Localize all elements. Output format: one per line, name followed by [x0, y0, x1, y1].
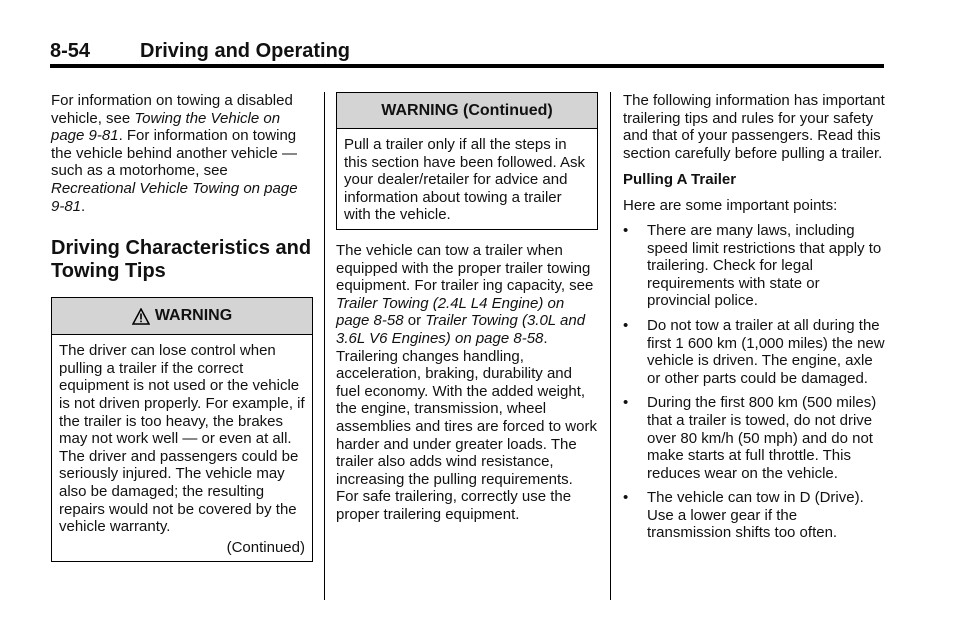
bullet-icon: • — [623, 394, 629, 412]
subheading: Pulling A Trailer — [623, 171, 737, 189]
column-3 — [623, 92, 885, 549]
warning-header — [52, 298, 312, 335]
column-2 — [336, 92, 598, 523]
warning-body — [52, 335, 312, 561]
list-item: • During the first 800 km (500 miles) that a trailer is towed, do not drive over 80 km/h (50 mph) and do not make starts at full throttle. This reduces wear on the vehicle. — [623, 394, 877, 482]
page-header — [50, 38, 884, 68]
body-paragraph: The vehicle can tow a trailer when equipped with the proper trailer towing equipment. For trailer ing capacity, see Trailer Towing (2.4L L4 Engine) on page 8-58 or Trailer Towing (3.0L and 3.6L V6 Engines) on page 8-58. Trailering changes handling, acceleration, braking, durability and fuel economy. With the added weight, the engine, transmission, wheel assemblies and tires are forced to work harder and under greater loads. The trailer also adds wind resistance, increasing the pulling requirements. For safe trailering, correctly use the proper trailering equipment. — [336, 241, 597, 523]
warning-box — [51, 297, 313, 562]
intro-paragraph: The following information has important trailering tips and rules for your safety and that of your passengers. Read this section carefully before pulling a trailer. — [623, 92, 885, 162]
list-item: • The vehicle can tow in D (Drive). Use a lower gear if the transmission shifts too often. — [623, 489, 864, 542]
list-item: • Do not tow a trailer at all during the first 1 600 km (1,000 miles) the new vehicle is driven. The engine, axle or other parts could be damaged. — [623, 316, 885, 387]
section-title: Driving and Operating — [140, 40, 351, 62]
cross-reference: Trailer Towing (2.4L L4 Engine) on page 8-58 — [336, 294, 565, 330]
warning-label: WARNING (Continued) — [381, 101, 553, 119]
warning-label: WARNING — [154, 307, 233, 325]
warning-box-continued — [336, 92, 598, 230]
bullet-icon: • — [623, 221, 629, 239]
list-item: • There are many laws, including speed limit restrictions that apply to trailering. Check for legal requirements with state or provincial police. — [623, 221, 882, 310]
page-number: 8-54 — [50, 40, 91, 62]
section-heading: Driving Characteristics and Towing Tips — [51, 237, 312, 283]
column-divider — [610, 92, 611, 600]
intro-paragraph: For information on towing a disabled vehicle, see Towing the Vehicle on page 9-81. For information on towing the vehicle behind another vehicle — such as a motorhome, see Recreational Vehicle Towing on page 9-81. — [51, 92, 298, 215]
column-divider — [324, 92, 325, 600]
column-1 — [51, 92, 313, 562]
bullet-list — [623, 222, 885, 542]
bullet-icon: • — [623, 489, 629, 507]
warning-header — [337, 93, 597, 129]
bullet-icon: • — [623, 316, 629, 334]
continued-label: (Continued) — [226, 538, 305, 556]
warning-text: The driver can lose control when pulling a trailer if the correct equipment is not used or the vehicle is not driven properly. For example, if the trailer is too heavy, the brakes may not work well — or even at all. The driver and passengers could be seriously injured. The vehicle may also be damaged; the resulting repairs would not be covered by the vehicle warranty. — [59, 342, 305, 536]
warning-text: Pull a trailer only if all the steps in this section have been followed. Ask your dealer/retailer for advice and information about towing a trailer with the vehicle. — [344, 136, 585, 224]
lead-text: Here are some important points: — [623, 197, 838, 215]
warning-body — [337, 129, 597, 229]
cross-reference: Trailer Towing (3.0L and 3.6L V6 Engines) on page 8-58 — [336, 312, 586, 347]
warning-icon — [132, 308, 150, 325]
cross-reference: Towing the Vehicle on page 9-81 — [51, 109, 281, 145]
header-rule — [50, 64, 884, 68]
cross-reference: Recreational Vehicle Towing on page 9-81 — [51, 179, 298, 215]
